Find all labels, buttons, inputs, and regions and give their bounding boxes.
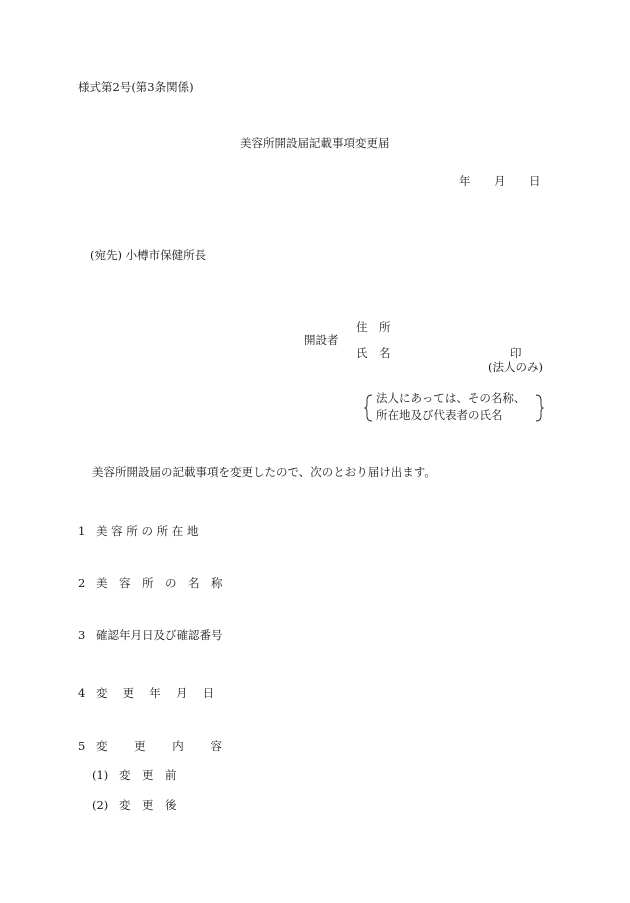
item-label: 変 更 年 月 日	[96, 686, 215, 700]
addressee: (宛先) 小樽市保健所長	[90, 248, 207, 262]
sub-item-label: 変 更 後	[119, 798, 177, 812]
item-number: 2	[78, 576, 86, 590]
sub-item-number: (2)	[92, 798, 109, 812]
sub-item-number: (1)	[92, 768, 109, 782]
form-number: 様式第2号(第3条関係)	[78, 80, 194, 94]
sub-item-label: 変 更 前	[119, 768, 177, 782]
address-label: 住 所	[356, 320, 391, 334]
item-label: 確認年月日及び確認番号	[96, 628, 223, 642]
seal-note: (法人のみ)	[488, 360, 543, 374]
item-number: 1	[78, 524, 86, 538]
item-label: 変 更 内 容	[96, 739, 222, 753]
corporate-note-line2: 所在地及び代表者の氏名	[376, 408, 503, 422]
item-label: 美 容 所 の 所 在 地	[96, 524, 199, 538]
form-title: 美容所開設届記載事項変更届	[240, 136, 390, 150]
corporate-note-line1: 法人にあっては、その名称、	[376, 391, 526, 405]
date-month: 月	[494, 174, 506, 188]
applicant-label: 開設者	[304, 333, 339, 347]
date-year: 年	[459, 174, 471, 188]
item-number: 4	[78, 686, 86, 700]
item-number: 3	[78, 628, 86, 642]
name-label: 氏 名	[356, 346, 391, 360]
item-number: 5	[78, 739, 86, 753]
date-day: 日	[529, 174, 541, 188]
item-label: 美 容 所 の 名 称	[96, 576, 223, 590]
seal-mark: 印	[510, 346, 522, 360]
statement: 美容所開設届の記載事項を変更したので、次のとおり届け出ます。	[92, 465, 436, 479]
